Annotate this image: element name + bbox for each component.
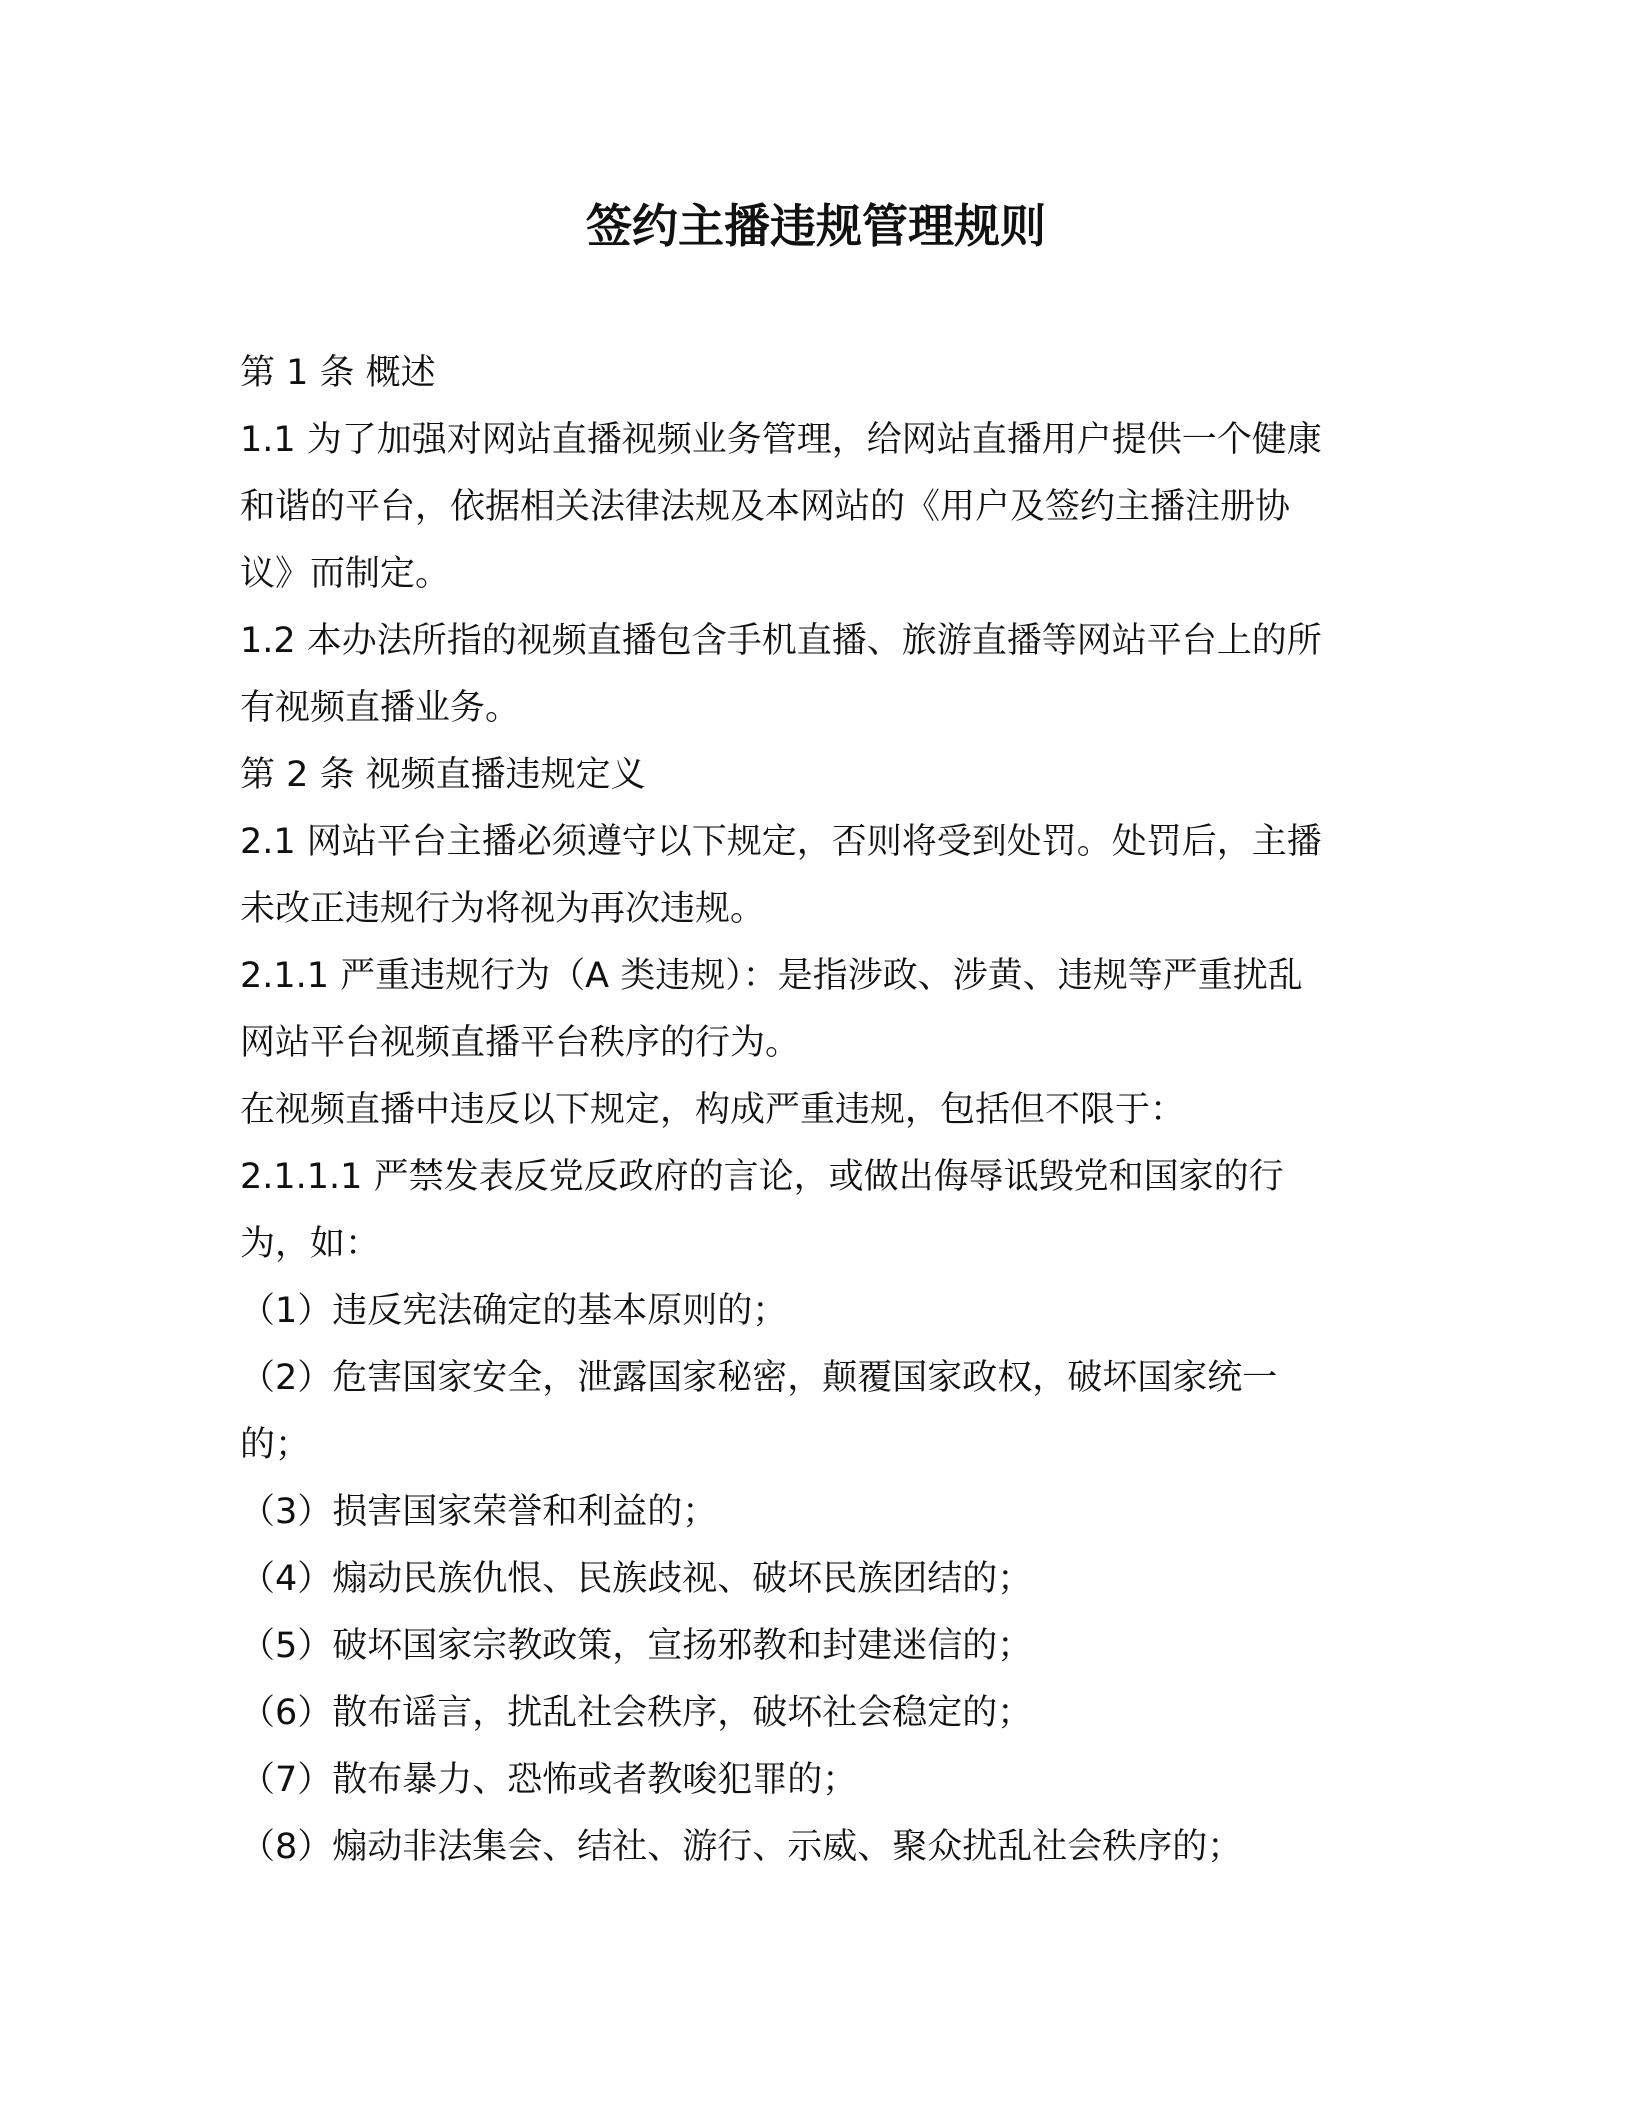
list-item: （6）散布谣言，扰乱社会秩序，破坏社会稳定的； (240, 1693, 1033, 1733)
document-title: 签约主播违规管理规则 (586, 199, 1046, 253)
list-item: （8）煽动非法集会、结社、游行、示威、聚众扰乱社会秩序的； (240, 1827, 1243, 1867)
paragraph-line: 在视频直播中违反以下规定，构成严重违规，包括但不限于： (240, 1090, 1186, 1130)
paragraph-line: 未改正违规行为将视为再次违规。 (240, 889, 766, 929)
paragraph-line: 议》而制定。 (240, 554, 451, 594)
paragraph-line: 2.1.1.1 严禁发表反党反政府的言论，或做出侮辱诋毁党和国家的行 (240, 1157, 1284, 1197)
paragraph-line: 1.1 为了加强对网站直播视频业务管理，给网站直播用户提供一个健康 (240, 420, 1322, 460)
section-heading: 第 2 条 视频直播违规定义 (240, 755, 646, 795)
paragraph-line: 有视频直播业务。 (240, 688, 521, 728)
list-item: 的； (240, 1425, 311, 1465)
section-heading: 第 1 条 概述 (240, 353, 436, 393)
list-item: （4）煽动民族仇恨、民族歧视、破坏民族团结的； (240, 1559, 1033, 1599)
paragraph-line: 1.2 本办法所指的视频直播包含手机直播、旅游直播等网站平台上的所 (240, 621, 1322, 661)
paragraph-line: 为，如： (240, 1224, 381, 1264)
list-item: （1）违反宪法确定的基本原则的； (240, 1291, 788, 1331)
document-body (240, 340, 1390, 1881)
list-item: （2）危害国家安全，泄露国家秘密，颠覆国家政权，破坏国家统一 (240, 1358, 1278, 1398)
list-item: （3）损害国家荣誉和利益的； (240, 1492, 718, 1532)
paragraph-line: 和谐的平台，依据相关法律法规及本网站的《用户及签约主播注册协 (240, 487, 1291, 527)
list-item: （7）散布暴力、恐怖或者教唆犯罪的； (240, 1760, 858, 1800)
paragraph-line: 2.1.1 严重违规行为（A 类违规）：是指涉政、涉黄、违规等严重扰乱 (240, 956, 1303, 996)
paragraph-line: 网站平台视频直播平台秩序的行为。 (240, 1023, 801, 1063)
paragraph-line: 2.1 网站平台主播必须遵守以下规定，否则将受到处罚。处罚后，主播 (240, 822, 1322, 862)
list-item: （5）破坏国家宗教政策，宣扬邪教和封建迷信的； (240, 1626, 1033, 1666)
